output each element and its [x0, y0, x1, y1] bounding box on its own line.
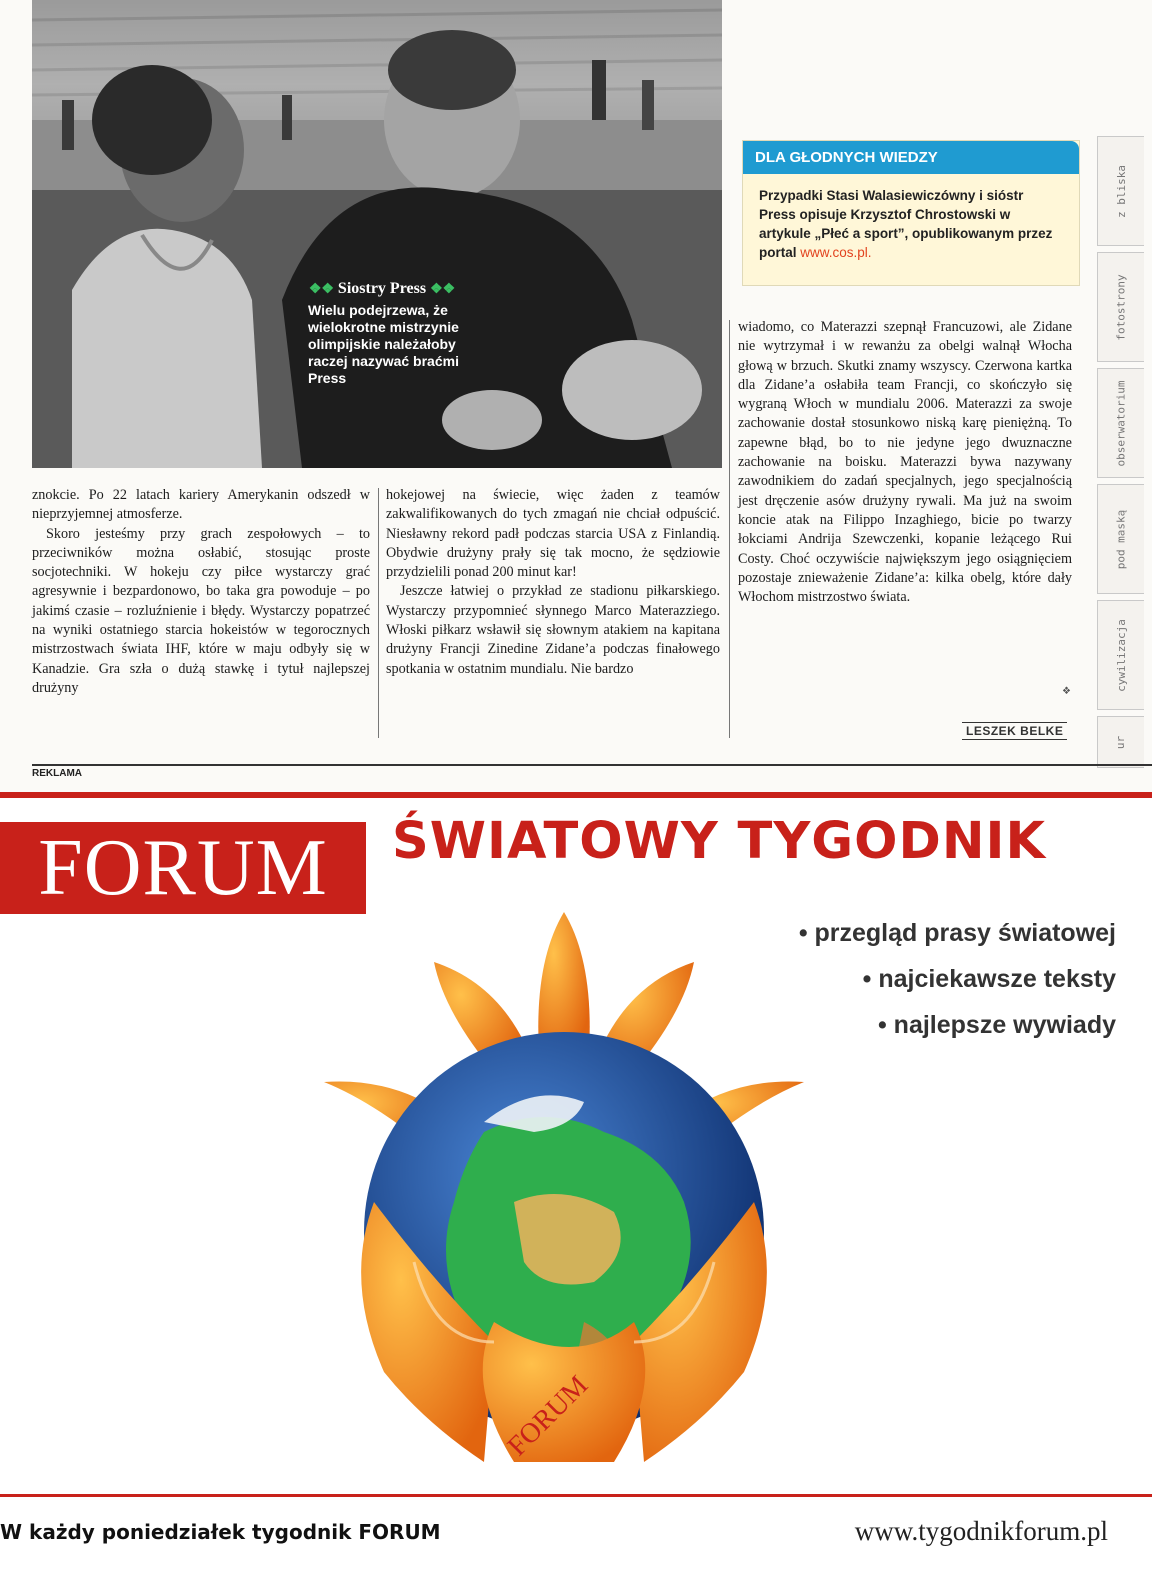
tab-obserwatorium[interactable]: obserwatorium — [1097, 368, 1144, 478]
article-column-3 — [738, 318, 1072, 607]
photo-illustration — [32, 0, 722, 468]
ad-divider — [32, 764, 1152, 766]
orange-globe-illustration — [284, 902, 844, 1482]
author-name: LESZEK BELKE — [962, 722, 1067, 740]
info-box-heading: DLA GŁODNYCH WIEDZY — [743, 141, 1079, 174]
forum-advertisement[interactable] — [0, 792, 1152, 1578]
ornament-icon: ❖❖ — [308, 282, 334, 297]
info-box — [742, 140, 1080, 286]
info-box-body — [743, 174, 1079, 262]
tab-cywilizacja[interactable]: cywilizacja — [1097, 600, 1144, 710]
photo-caption — [272, 280, 492, 387]
caption-title-row — [272, 280, 492, 298]
peel-forum-logo: FORUM — [501, 1369, 595, 1463]
tab-fotostrony[interactable]: fotostrony — [1097, 252, 1144, 362]
column-divider — [729, 320, 730, 738]
tab-pod-maska[interactable]: pod maską — [1097, 484, 1144, 594]
end-mark-icon: ❖ — [1062, 686, 1071, 697]
ad-bullet-list — [799, 910, 1116, 1048]
paragraph: wiadomo, co Materazzi szepnął Francuzowi, ale Zidane nie wytrzymał i w rewanżu za obelgi walnął Włocha głową w brzuch. Skutki znamy wszyscy. Czerwona kartka dla Zidane’a osłabiła team Francji, co skończyło się wygraną Włoch w mundialu 2006. Materazzi za swoje zachowanie dostał stosunkowo niską karę pieniężną. To zapewne błąd, bo to nie jedyne jego dwuznaczne zachowanie na boisku. Materazzi bywa nazywany zawodnikiem do zadań specjalnych, jego specjalnością jest dręczenie asów drużyny rywali. Ma już na swoim koncie atak na Filippo Inzaghiego, bicie po twarzy łokciami Andrija Szewczenki, kopanie leżącego Rui Costy. Choć oczywiście największym jego osiągnięciem pozostaje znieważenie Zidane’a: kilka obelg, które dały Włochom mistrzostwo świata. — [738, 319, 1072, 606]
ad-top-rule — [0, 792, 1152, 798]
column-divider — [378, 488, 379, 738]
info-box-text: Przypadki Stasi Walasiewiczówny i sióstr Press opisuje Krzysztof Chrostowski w artykule „Płeć a sport”, opublikowanym przez portal — [759, 188, 1053, 260]
forum-logo-text: FORUM — [38, 823, 328, 912]
ad-website-link[interactable]: www.tygodnikforum.pl — [854, 1516, 1108, 1546]
article-photo — [32, 0, 722, 468]
ad-bullet: • najlepsze wywiady — [877, 1011, 1116, 1039]
info-box-link[interactable]: www.cos.pl. — [800, 245, 872, 260]
caption-title: Siostry Press — [337, 280, 427, 297]
article-column-1 — [32, 486, 370, 698]
forum-logo — [0, 822, 366, 914]
ad-label: REKLAMA — [32, 768, 82, 779]
tab-z-bliska[interactable]: z bliska — [1097, 136, 1144, 246]
article-column-2 — [386, 486, 720, 679]
paragraph: hokejowej na świecie, więc żaden z teamów zakwalifikowanych do tych zmagań nie chciał odpuścić. Niesławny rekord padł podczas starcia USA z Finlandią. Obydwie drużyny prały się tak mocno, że sędziowie przydzielili ponad 200 minut kar! — [386, 487, 720, 581]
ornament-icon: ❖❖ — [430, 282, 456, 297]
paragraph: Skoro jesteśmy przy grach zespołowych – to przeciwników można osłabić, stosując proste socjotechniki. W hokeju czy piłce wystarczy grać agresywnie i bezpardonowo, bo taka gra powoduje – po jakimś czasie – rozluźnienie i błędy. Wystarczy popatrzeć na wyniki ostatniego starcia hokeistów w tegorocznych mistrzostwach świata IHF, które w maju odbyły się w Kanadzie. Gra szła o dużą stawkę i tytuł najlepszej drużyny — [32, 525, 370, 696]
ad-headline: ŚWIATOWY TYGODNIK — [392, 812, 1047, 871]
ad-bullet: • przegląd prasy światowej — [798, 919, 1116, 947]
paragraph: Jeszcze łatwiej o przykład ze stadionu piłkarskiego. Wystarczy przypomnieć słynnego Marco Materazziego. Włoski piłkarz wsławił się słownym atakiem na kapitana drużyny Francji Zinedine Zidane’a podczas finałowego spotkania w ostatnim mundialu. Nie bardzo — [386, 583, 720, 677]
ad-bottom-rule — [0, 1494, 1152, 1497]
ad-tagline: W każdy poniedziałek tygodnik FORUM — [0, 1520, 441, 1544]
caption-text: Wielu podejrzewa, że wielokrotne mistrzynie olimpijskie należałoby raczej nazywać braćmi Press — [308, 302, 459, 386]
ad-bullet: • najciekawsze teksty — [862, 965, 1116, 993]
paragraph: znokcie. Po 22 latach kariery Amerykanin odszedł w nieprzyjemnej atmosferze. — [32, 487, 370, 523]
tab-ur[interactable]: ur — [1097, 716, 1144, 768]
